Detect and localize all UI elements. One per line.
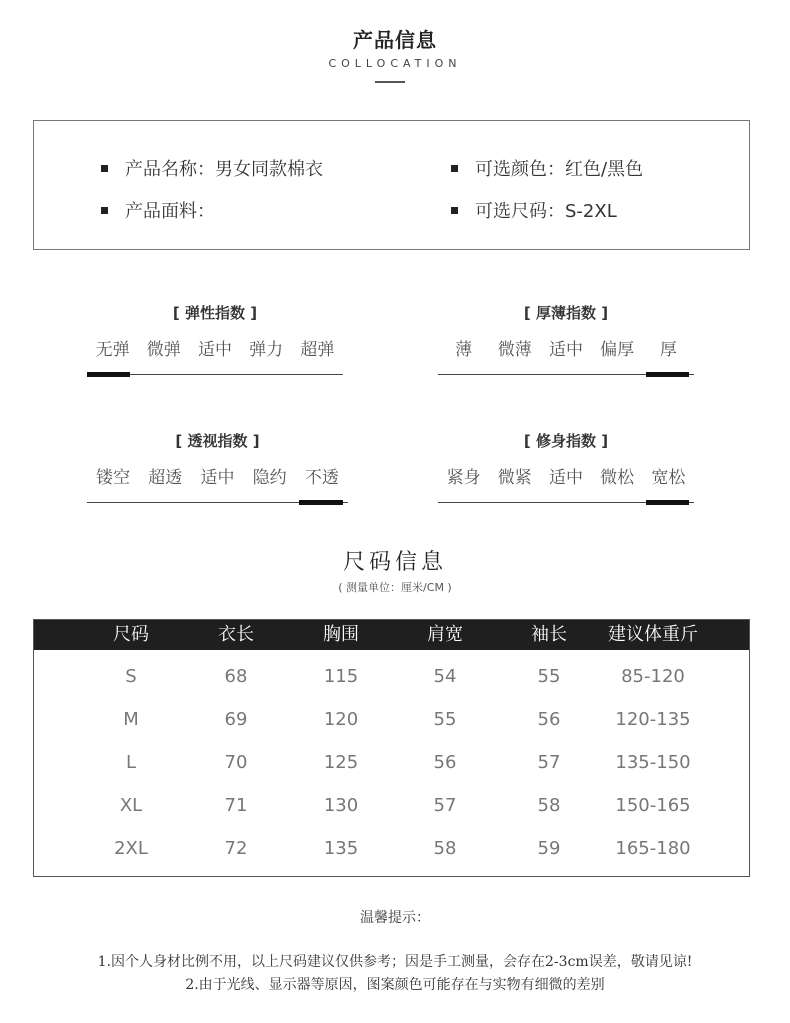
table-row	[34, 795, 749, 819]
table-cell: 57	[433, 795, 457, 816]
bullet-icon	[101, 207, 108, 214]
info-material-text: 产品面料：	[125, 201, 215, 222]
scale-option: 不透	[304, 468, 339, 488]
size-unit-note: ( 测量单位：厘米/CM )	[338, 581, 452, 594]
tip-line-1: 1.因个人身材比例不用，以上尺码建议仅供参考；因是手工测量，会存在2-3cm误差，敬请见谅!	[97, 954, 693, 970]
table-cell: 68	[224, 666, 248, 687]
table-cell: 2XL	[114, 838, 148, 859]
info-item-colors	[451, 155, 643, 181]
scale-option: 微松	[600, 468, 635, 488]
info-item-name	[101, 155, 323, 181]
table-cell: S	[125, 666, 137, 687]
scale-option: 超透	[148, 468, 183, 488]
table-cell: 56	[537, 709, 561, 730]
size-table-header	[34, 620, 749, 650]
table-cell: 115	[323, 666, 359, 687]
size-table	[33, 619, 750, 877]
scale-option: 适中	[548, 468, 583, 488]
size-header-cell: 建议体重斤	[608, 624, 698, 645]
title-divider	[375, 81, 405, 83]
elasticity-index	[87, 302, 343, 377]
table-cell: 72	[224, 838, 248, 859]
scale-option: 适中	[200, 468, 235, 488]
page-title: 产品信息	[353, 28, 437, 52]
scale-option: 薄	[455, 340, 473, 360]
scale-selected-marker	[87, 372, 130, 377]
transparency-index	[87, 430, 348, 505]
table-cell: M	[123, 709, 139, 730]
table-cell: 59	[537, 838, 561, 859]
elasticity-index-options	[87, 335, 343, 360]
table-row	[34, 838, 749, 862]
table-cell: 55	[537, 666, 561, 687]
fit-index	[438, 430, 694, 505]
info-sizes-text: 可选尺码：S-2XL	[475, 201, 617, 222]
scale-option: 偏厚	[600, 340, 635, 360]
table-cell: 165-180	[615, 838, 691, 859]
fit-index-title: [ 修身指数 ]	[523, 432, 609, 450]
table-cell: 70	[224, 752, 248, 773]
table-cell: 57	[537, 752, 561, 773]
table-cell: 85-120	[621, 666, 685, 687]
page-subtitle: COLLOCATION	[328, 57, 462, 70]
table-row	[34, 752, 749, 776]
size-header-cell: 尺码	[113, 624, 149, 645]
tips-title: 温馨提示：	[360, 910, 430, 926]
scale-option: 无弹	[95, 340, 130, 360]
table-cell: 120	[323, 709, 359, 730]
table-cell: 56	[433, 752, 457, 773]
table-cell: 125	[323, 752, 359, 773]
table-cell: 54	[433, 666, 457, 687]
transparency-index-title: [ 透视指数 ]	[175, 432, 260, 450]
size-header-cell: 胸围	[323, 624, 359, 645]
scale-option: 适中	[197, 340, 232, 360]
info-name-text: 产品名称：男女同款棉衣	[125, 159, 323, 180]
info-item-sizes	[451, 197, 617, 223]
bullet-icon	[101, 165, 108, 172]
scale-option: 厚	[659, 340, 677, 360]
size-section-title: 尺码信息	[342, 550, 447, 575]
table-cell: 69	[224, 709, 248, 730]
table-cell: 58	[537, 795, 561, 816]
table-cell: 120-135	[615, 709, 691, 730]
table-cell: 58	[433, 838, 457, 859]
scale-option: 微紧	[497, 468, 532, 488]
table-cell: 135-150	[615, 752, 691, 773]
size-header-cell: 衣长	[218, 624, 254, 645]
thickness-index-options	[438, 335, 694, 360]
scale-option: 微弹	[146, 340, 181, 360]
bullet-icon	[451, 207, 458, 214]
table-row	[34, 666, 749, 690]
thickness-index-title: [ 厚薄指数 ]	[523, 304, 609, 322]
scale-option: 微薄	[497, 340, 532, 360]
size-header-cell: 肩宽	[427, 624, 463, 645]
info-colors-text: 可选颜色：红色/黑色	[475, 159, 644, 180]
scale-option: 紧身	[446, 468, 481, 488]
bullet-icon	[451, 165, 458, 172]
table-cell: 130	[323, 795, 359, 816]
product-info-box	[33, 120, 750, 250]
table-row	[34, 709, 749, 733]
thickness-index	[438, 302, 694, 377]
elasticity-index-title: [ 弹性指数 ]	[172, 304, 258, 322]
table-cell: 55	[433, 709, 457, 730]
scale-selected-marker	[299, 500, 343, 505]
fit-index-options	[438, 463, 694, 488]
scale-option: 超弹	[300, 340, 335, 360]
scale-selected-marker	[646, 500, 689, 505]
table-cell: 135	[323, 838, 359, 859]
scale-option: 隐约	[252, 468, 287, 488]
scale-selected-marker	[646, 372, 689, 377]
table-cell: XL	[119, 795, 143, 816]
table-cell: 71	[224, 795, 248, 816]
scale-option: 镂空	[96, 468, 131, 488]
table-cell: 150-165	[615, 795, 691, 816]
scale-option: 适中	[548, 340, 583, 360]
table-cell: L	[125, 752, 137, 773]
transparency-index-options	[87, 463, 348, 488]
info-item-material	[101, 197, 215, 223]
scale-option: 弹力	[249, 340, 284, 360]
size-header-cell: 袖长	[531, 624, 567, 645]
tip-line-2: 2.由于光线、显示器等原因，图案颜色可能存在与实物有细微的差别	[185, 977, 605, 993]
scale-option: 宽松	[651, 468, 686, 488]
